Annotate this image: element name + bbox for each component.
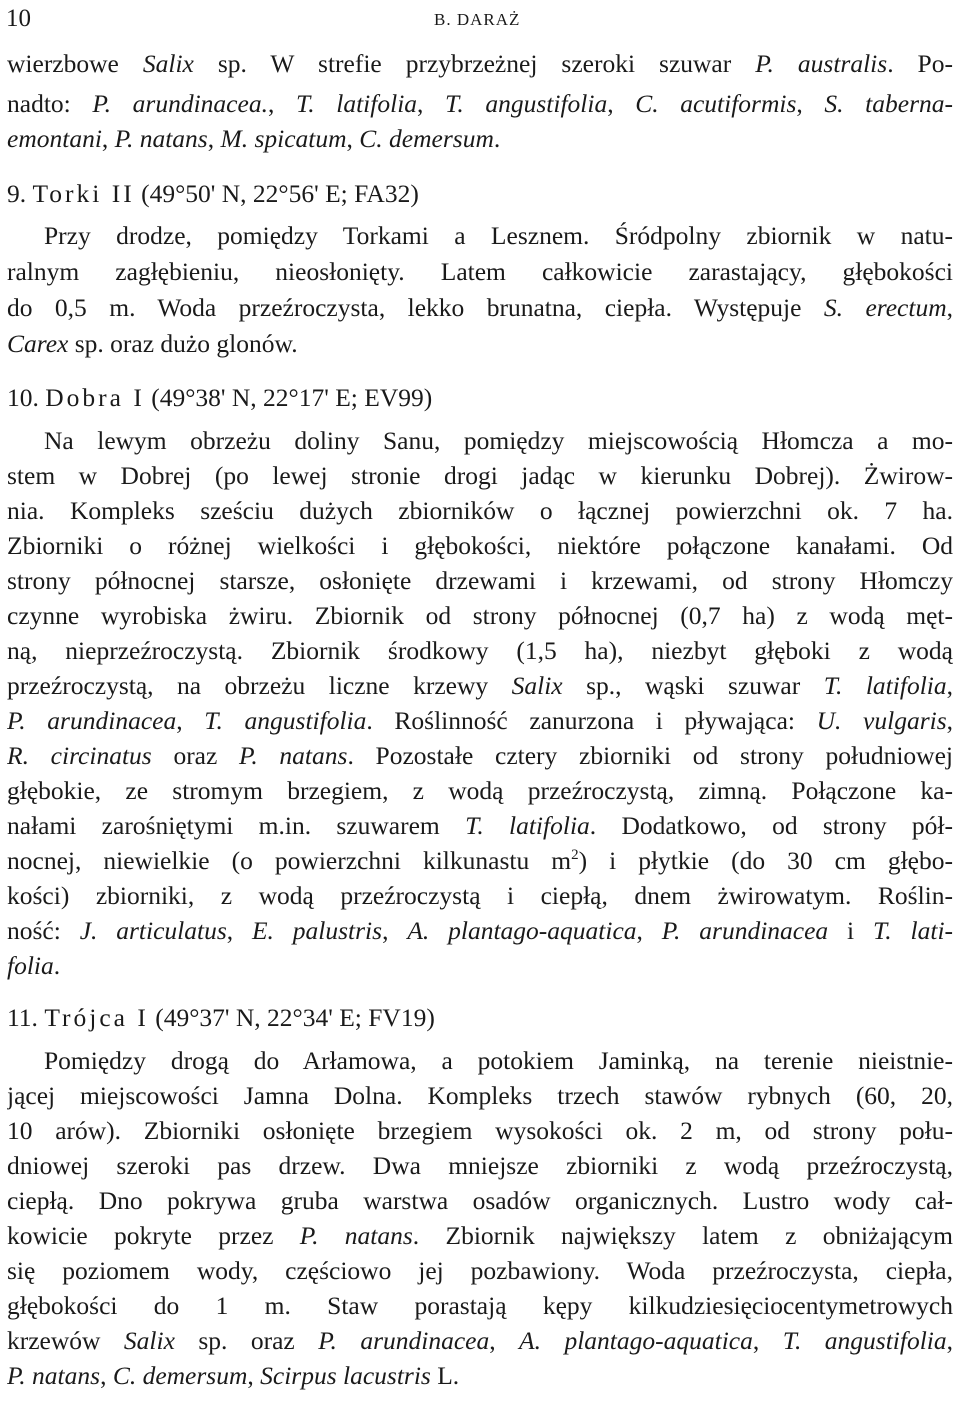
italic-term: emontani	[7, 124, 102, 153]
text-run: ,	[382, 916, 408, 945]
text-line	[7, 529, 953, 563]
text-line	[7, 1149, 953, 1183]
italic-term: folia	[7, 951, 54, 980]
text-run: ,	[752, 1326, 783, 1355]
italic-term: P. arundinacea	[661, 916, 829, 945]
text-run: ,	[176, 706, 205, 735]
text-run: strony północnej starsze, osłonięte drzewami i krzewami, od strony Hłomczy	[7, 566, 953, 595]
text-run: 11.	[7, 1003, 45, 1032]
text-run: oraz	[151, 741, 240, 770]
text-run: ,	[946, 706, 953, 735]
text-line	[7, 844, 953, 878]
text-line	[7, 122, 953, 156]
text-run: 9.	[7, 179, 33, 208]
text-line	[7, 327, 953, 361]
text-run: czynne wyrobiska żwiru. Zbiornik od strony północnej (0,7 ha) z wodą męt-	[7, 601, 953, 630]
text-run: głębokie, ze stromym brzegiem, z wodą przeźroczystą, zimną. Połączone ka-	[7, 776, 953, 805]
italic-term: Scirpus lacustris	[260, 1361, 431, 1390]
text-run: ,	[607, 89, 636, 118]
text-run: ,	[207, 124, 221, 153]
text-line	[44, 424, 953, 458]
text-line	[7, 1184, 953, 1218]
text-run: Na lewym obrzeżu doliny Sanu, pomiędzy miejscowością Hłomcza a mo-	[44, 426, 953, 455]
text-line	[7, 47, 953, 81]
text-run: L.	[430, 1361, 460, 1390]
text-line	[7, 1359, 953, 1393]
text-line	[7, 669, 953, 703]
site-name: Trójca I	[44, 1003, 149, 1032]
text-run: jącej miejscowości Jamna Dolna. Kompleks trzech stawów rybnych (60, 20,	[7, 1081, 953, 1110]
text-line	[7, 1001, 953, 1035]
text-run: . Dodatkowo, od strony pół-	[589, 811, 953, 840]
text-run: ,	[417, 89, 446, 118]
text-run: ,	[247, 1361, 261, 1390]
text-run: nadto:	[7, 89, 93, 118]
text-line	[7, 1324, 953, 1358]
text-line	[7, 381, 953, 415]
text-run: (49°50' N, 22°56' E; FA32)	[134, 179, 419, 208]
text-run: sp., wąski szuwar	[562, 671, 824, 700]
text-run: do 0,5 m. Woda przeźroczysta, lekko brunatna, ciepła. Występuje	[7, 293, 824, 322]
text-line	[7, 704, 953, 738]
text-run: przeźroczystą, na obrzeżu liczne krzewy	[7, 671, 512, 700]
text-run: ) i płytkie (do 30 cm głębo-	[578, 846, 953, 875]
text-run: ność:	[7, 916, 80, 945]
text-run: .	[493, 124, 501, 153]
text-line	[7, 494, 953, 528]
text-run: ną, nieprzeźroczystą. Zbiornik środkowy (1,5 ha), niezbyt głęboki z wodą	[7, 636, 953, 665]
text-run: ,	[636, 916, 662, 945]
text-line	[7, 459, 953, 493]
text-run: kowicie pokryte przez	[7, 1221, 300, 1250]
text-line	[7, 291, 953, 325]
text-line	[7, 599, 953, 633]
italic-term: T. latifolia	[823, 671, 947, 700]
text-run: ,	[346, 124, 360, 153]
text-line	[44, 219, 953, 253]
italic-term: A. plantago-aquatica	[519, 1326, 753, 1355]
italic-term: P. natans	[299, 1221, 413, 1250]
text-line	[7, 255, 953, 289]
text-run: ,	[946, 671, 953, 700]
text-line	[7, 564, 953, 598]
text-run: sp. W strefie przybrzeżnej szeroki szuwar	[193, 49, 756, 78]
text-line	[7, 177, 953, 211]
italic-term: C. acutiformis	[635, 89, 797, 118]
text-line	[7, 914, 953, 948]
text-run: Zbiorniki o różnej wielkości i głębokości, niektóre połączone kanałami. Od	[7, 531, 953, 560]
italic-term: S. taberna-	[824, 89, 953, 118]
text-run: i	[828, 916, 873, 945]
text-line	[7, 879, 953, 913]
text-line	[7, 774, 953, 808]
italic-term: S. erectum	[823, 293, 947, 322]
text-run: 10 arów). Zbiorniki osłonięte brzegiem wysokości ok. 2 m, od strony połu-	[7, 1116, 953, 1145]
text-run: (49°37' N, 22°34' E; FV19)	[148, 1003, 435, 1032]
text-line	[7, 739, 953, 773]
text-line	[7, 1079, 953, 1113]
text-run: sp. oraz dużo glonów.	[68, 329, 298, 358]
text-run: stem w Dobrej (po lewej stronie drogi jadąc w kierunku Dobrej). Żwirow-	[7, 461, 953, 490]
text-line	[7, 87, 953, 121]
italic-term: P. natans	[239, 741, 348, 770]
text-run: . Zbiornik największy latem z obniżającym	[412, 1221, 953, 1250]
italic-term: P. natans	[7, 1361, 101, 1390]
text-run: ,	[946, 1326, 953, 1355]
text-run: Pomiędzy drogą do Arłamowa, a potokiem Jaminką, na terenie nieistnie-	[44, 1046, 953, 1075]
italic-term: P. arundinacea	[7, 706, 177, 735]
site-name: Torki II	[32, 179, 135, 208]
text-run: ,	[267, 89, 296, 118]
text-run: . Roślinność zanurzona i pływająca:	[366, 706, 817, 735]
text-run: ,	[946, 293, 953, 322]
text-run: nocnej, niewielkie (o powierzchni kilkunastu m	[7, 846, 572, 875]
italic-term: T. latifolia	[465, 811, 590, 840]
italic-term: T. angustifolia	[782, 1326, 947, 1355]
site-name: Dobra I	[45, 383, 145, 412]
text-line	[7, 1254, 953, 1288]
text-run: ,	[100, 1361, 113, 1390]
text-run: sp. oraz	[174, 1326, 319, 1355]
italic-term: Salix	[142, 49, 194, 78]
italic-term: C. demersum	[359, 124, 494, 153]
italic-term: C. demersum	[112, 1361, 248, 1390]
italic-term: U. vulgaris	[816, 706, 947, 735]
text-line	[7, 1289, 953, 1323]
text-run: Przy drodze, pomiędzy Torkami a Lesznem. Śródpolny zbiornik w natu-	[44, 221, 953, 250]
text-run: kości) zbiorniki, z wodą przeźroczystą i ciepłą, dnem żwirowatym. Roślin-	[7, 881, 953, 910]
italic-term: Carex	[7, 329, 69, 358]
text-run: ,	[101, 124, 115, 153]
text-run: głębokości do 1 m. Staw porastają kępy kilkudziesięciocentymetrowych	[7, 1291, 953, 1320]
italic-term: R. circinatus	[7, 741, 152, 770]
italic-term: Salix	[123, 1326, 175, 1355]
text-line	[7, 1114, 953, 1148]
italic-term: A. plantago-aquatica	[407, 916, 637, 945]
italic-term: J. articulatus	[79, 916, 227, 945]
text-run: ciepłą. Dno pokrywa gruba warstwa osadów organicznych. Lustro wody cał-	[7, 1186, 953, 1215]
running-head: B. DARAŻ	[434, 10, 521, 29]
superscript: 2	[571, 847, 579, 863]
text-run: dniowej szeroki pas drzew. Dwa mniejsze zbiorniki z wodą przeźroczystą,	[7, 1151, 953, 1180]
italic-term: T. angustifolia	[204, 706, 367, 735]
italic-term: T. latifolia	[295, 89, 418, 118]
text-run: ,	[226, 916, 252, 945]
italic-term: E. palustris	[251, 916, 383, 945]
text-run: . Pozostałe cztery zbiorniki od strony południowej	[347, 741, 953, 770]
text-run: ,	[489, 1326, 520, 1355]
italic-term: M. spicatum	[220, 124, 347, 153]
text-run: się poziomem wody, częściowo jej pozbawiony. Woda przeźroczysta, ciepła,	[7, 1256, 953, 1285]
text-run: nia. Kompleks sześciu dużych zbiorników o łącznej powierzchni ok. 7 ha.	[7, 496, 953, 525]
page-number: 10	[6, 5, 31, 32]
italic-term: T. lati-	[873, 916, 953, 945]
text-run: ralnym zagłębieniu, nieosłonięty. Latem całkowicie zarastający, głębokości	[7, 257, 953, 286]
text-run: (49°38' N, 22°17' E; EV99)	[144, 383, 433, 412]
italic-term: T. angustifolia	[445, 89, 608, 118]
italic-term: P. arundinacea	[318, 1326, 490, 1355]
text-run: .	[53, 951, 61, 980]
text-run: wierzbowe	[7, 49, 143, 78]
text-run: ,	[796, 89, 825, 118]
text-run: . Po-	[887, 49, 953, 78]
text-line	[7, 1219, 953, 1253]
text-run: 10.	[7, 383, 46, 412]
text-line	[7, 634, 953, 668]
italic-term: P. arundinacea.	[92, 89, 268, 118]
text-line	[7, 809, 953, 843]
text-run: nałami zarośniętymi m.in. szuwarem	[7, 811, 466, 840]
italic-term: P. australis	[755, 49, 888, 78]
italic-term: P. natans	[114, 124, 208, 153]
text-run: krzewów	[7, 1326, 124, 1355]
italic-term: Salix	[511, 671, 563, 700]
text-line	[7, 949, 953, 983]
text-line	[44, 1044, 953, 1078]
